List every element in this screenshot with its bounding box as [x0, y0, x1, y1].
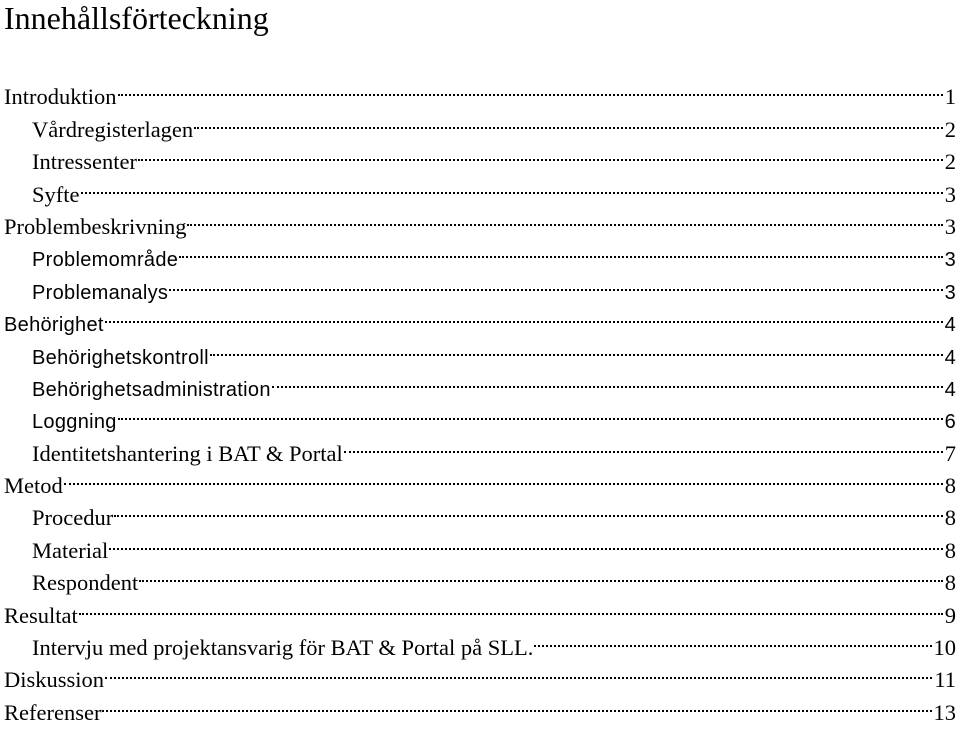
toc-dot-leader — [79, 590, 943, 622]
toc-entry-label: Identitetshantering i BAT & Portal — [32, 440, 343, 466]
toc-entry-page-number: 1 — [944, 84, 956, 110]
toc-dot-leader — [344, 428, 943, 460]
toc-entry-label: Problemområde — [32, 249, 179, 272]
toc-entry-page-number: 3 — [944, 281, 956, 304]
toc-entry-diskussion[interactable] — [0, 655, 960, 693]
toc-entry-referenser[interactable] — [0, 687, 960, 725]
toc-dot-leader — [118, 72, 943, 104]
toc-entry-respondent[interactable] — [0, 558, 960, 596]
toc-dot-leader — [102, 687, 931, 719]
toc-dot-leader — [64, 461, 943, 493]
toc-entry-page-number: 6 — [944, 411, 956, 434]
toc-entry-page-number: 4 — [944, 314, 956, 337]
toc-entry-procedur[interactable] — [0, 493, 960, 531]
toc-entry-page-number: 2 — [944, 149, 956, 175]
toc-entry-resultat[interactable] — [0, 590, 960, 628]
toc-entry-page-number: 13 — [933, 699, 956, 725]
toc-entry-page-number: 3 — [944, 249, 956, 272]
toc-entry-page-number: 11 — [934, 667, 956, 693]
toc-dot-leader — [179, 234, 942, 266]
toc-entry-page-number: 4 — [944, 346, 956, 369]
toc-entry-material[interactable] — [0, 525, 960, 563]
table-of-contents — [0, 72, 960, 725]
toc-entry-label: Material — [32, 537, 109, 563]
toc-dot-leader — [534, 623, 931, 655]
toc-dot-leader — [105, 655, 932, 687]
toc-entry-label: Vårdregisterlagen — [32, 116, 194, 142]
toc-entry-page-number: 2 — [944, 116, 956, 142]
toc-dot-leader — [169, 266, 942, 298]
toc-entry-page-number: 8 — [944, 570, 956, 596]
toc-dot-leader — [118, 396, 943, 428]
toc-entry-label: Referenser — [4, 699, 102, 725]
toc-entry-label: Introduktion — [4, 84, 117, 110]
toc-entry-label: Loggning — [32, 411, 117, 434]
toc-dot-leader — [210, 331, 943, 363]
toc-dot-leader — [109, 525, 943, 557]
toc-entry-introduktion[interactable] — [0, 72, 960, 110]
toc-entry-label: Resultat — [4, 602, 78, 628]
toc-entry-intressenter[interactable] — [0, 137, 960, 175]
toc-dot-leader — [187, 202, 942, 234]
toc-entry-label: Metod — [4, 473, 63, 499]
toc-entry-page-number: 3 — [944, 181, 956, 207]
toc-entry-label: Problemanalys — [32, 281, 169, 304]
toc-entry-label: Problembeskrivning — [4, 213, 187, 239]
toc-entry-loggning[interactable] — [0, 396, 960, 434]
toc-entry-intervju[interactable] — [0, 623, 960, 661]
toc-dot-leader — [194, 104, 943, 136]
toc-entry-behorighetskontroll[interactable] — [0, 331, 960, 369]
toc-dot-leader — [272, 364, 943, 396]
toc-entry-behorighet[interactable] — [0, 299, 960, 337]
toc-entry-page-number: 4 — [944, 378, 956, 401]
toc-dot-leader — [139, 558, 943, 590]
toc-dot-leader — [81, 169, 943, 201]
toc-entry-page-number: 8 — [944, 473, 956, 499]
toc-dot-leader — [138, 137, 943, 169]
toc-entry-vardregisterlagen[interactable] — [0, 104, 960, 142]
toc-entry-label: Procedur — [32, 505, 114, 531]
toc-entry-page-number: 8 — [944, 537, 956, 563]
toc-entry-label: Intervju med projektansvarig för BAT & Portal på SLL. — [32, 635, 534, 661]
toc-entry-page-number: 8 — [944, 505, 956, 531]
toc-entry-problembeskrivning[interactable] — [0, 202, 960, 239]
toc-entry-label: Intressenter — [32, 149, 137, 175]
toc-entry-page-number: 3 — [944, 213, 956, 239]
toc-entry-label: Behörighetskontroll — [32, 346, 209, 369]
toc-entry-label: Diskussion — [4, 667, 105, 693]
toc-entry-label: Syfte — [32, 181, 80, 207]
toc-entry-label: Behörighetsadministration — [32, 378, 271, 401]
page-title: Innehållsförteckning — [4, 0, 269, 36]
toc-entry-page-number: 9 — [944, 602, 956, 628]
toc-entry-page-number: 7 — [944, 440, 956, 466]
toc-entry-syfte[interactable] — [0, 169, 960, 207]
toc-dot-leader — [105, 299, 943, 331]
toc-entry-label: Behörighet — [4, 314, 104, 337]
toc-entry-label: Respondent — [32, 570, 139, 596]
toc-dot-leader — [114, 493, 943, 525]
toc-entry-metod[interactable] — [0, 461, 960, 499]
toc-entry-page-number: 10 — [933, 635, 956, 661]
toc-entry-identitetshantering[interactable] — [0, 428, 960, 466]
